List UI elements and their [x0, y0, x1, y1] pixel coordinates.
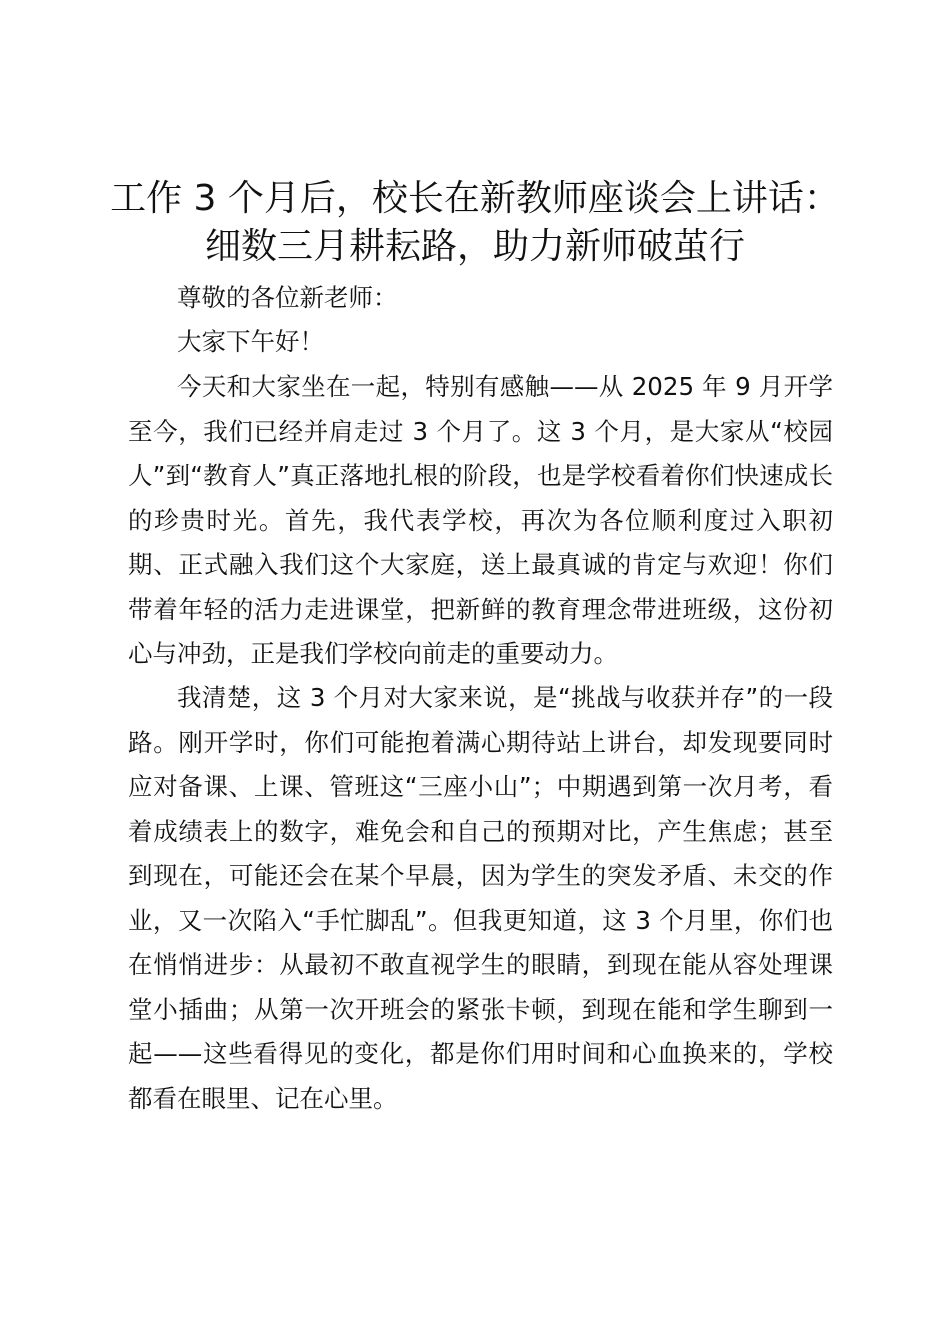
- body-paragraph-1: 今天和大家坐在一起，特别有感触——从 2025 年 9 月开学至今，我们已经并肩走过 3 个月了。这 3 个月，是大家从“校园人”到“教育人”真正落地扎根的阶段，也是学校看着你们快速成长的珍贵时光。首先，我代表学校，再次为各位顺利度过入职初期、正式融入我们这个大家庭，送上最真诚的肯定与欢迎！你们带着年轻的活力走进课堂，把新鲜的教育理念带进班级，这份初心与冲劲，正是我们学校向前走的重要动力。: [128, 372, 833, 668]
- greeting: 大家下午好！: [177, 327, 324, 356]
- title-line-2: 细数三月耕耘路，助力新师破茧行: [204, 226, 745, 267]
- body-paragraph-2: 我清楚，这 3 个月对大家来说，是“挑战与收获并存”的一段路。刚开学时，你们可能抱着满心期待站上讲台，却发现要同时应对备课、上课、管班这“三座小山”；中期遇到第一次月考，看着成绩表上的数字，难免会和自己的预期对比，产生焦虑；甚至到现在，可能还会在某个早晨，因为学生的突发矛盾、未交的作业，又一次陷入“手忙脚乱”。但我更知道，这 3 个月里，你们也在悄悄进步：从最初不敢直视学生的眼睛，到现在能从容处理课堂小插曲；从第一次开班会的紧张卡顿，到现在能和学生聊到一起——这些看得见的变化，都是你们用时间和心血换来的，学校都看在眼里、记在心里。: [128, 683, 833, 1113]
- title-line-1: 工作 3 个月后，校长在新教师座谈会上讲话：: [110, 178, 840, 219]
- salutation: 尊敬的各位新老师：: [177, 283, 398, 312]
